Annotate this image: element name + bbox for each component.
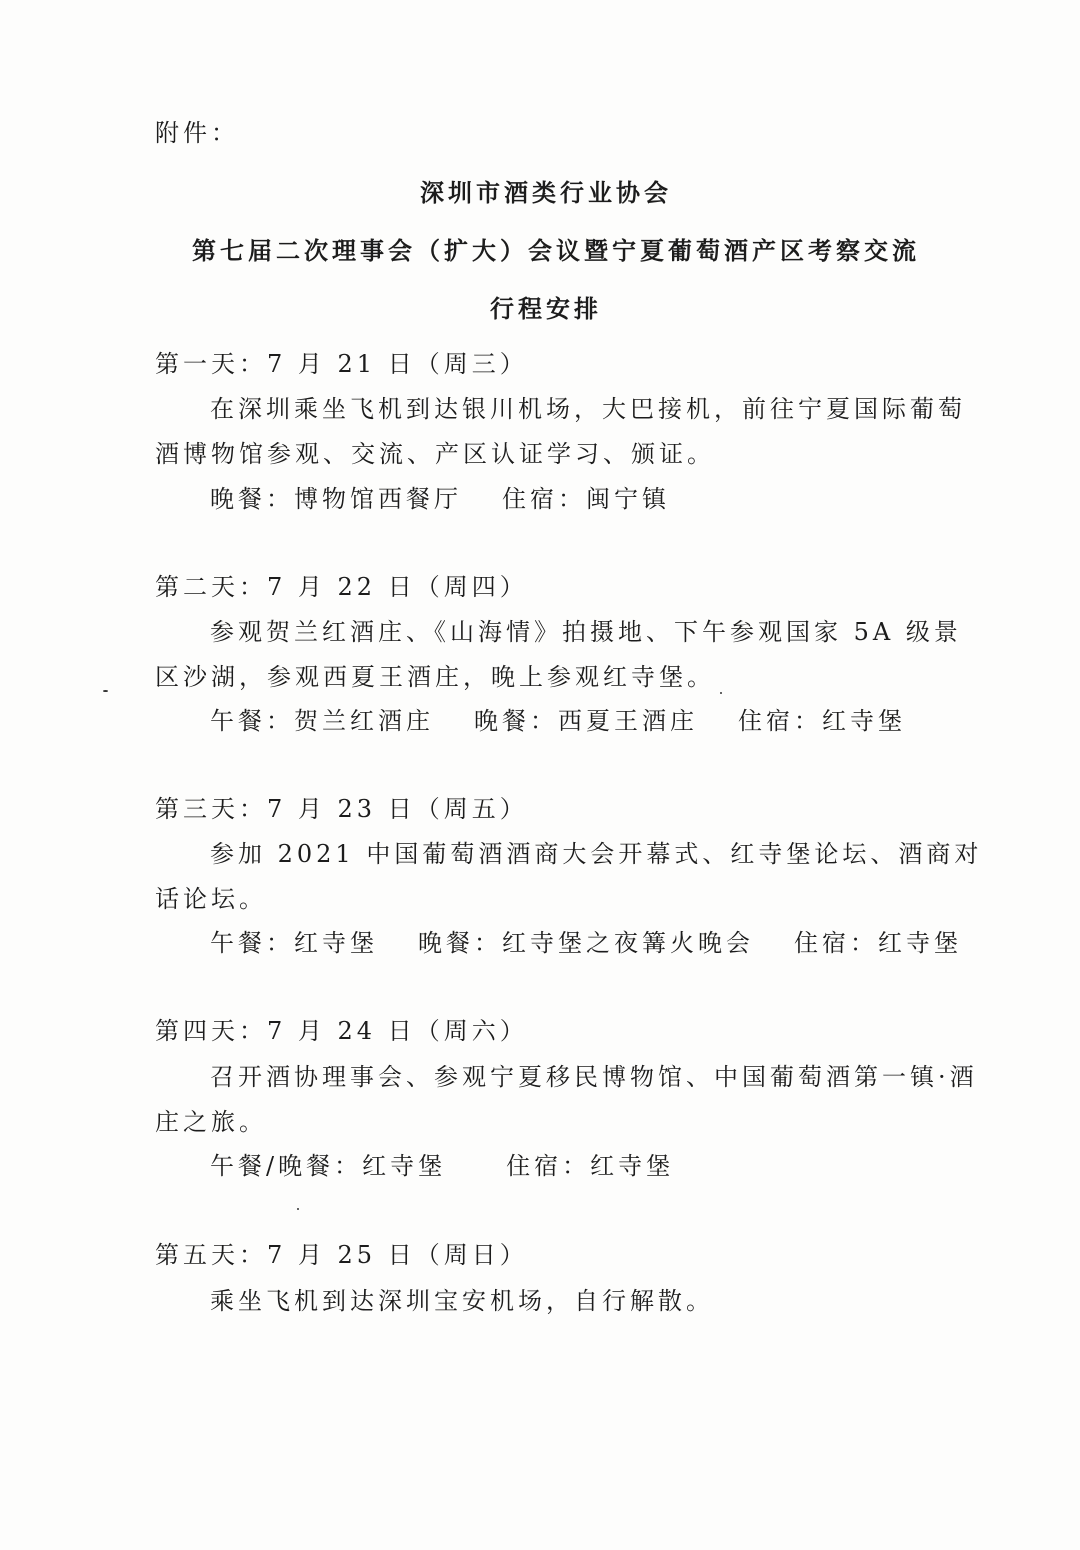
day5-heading: 第五天：7 月 25 日（周日）: [155, 1241, 528, 1269]
day5-desc-line1: 乘坐飞机到达深圳宝安机场，自行解散。: [210, 1287, 714, 1315]
day3-desc-line1: 参加 2021 中国葡萄酒酒商大会开幕式、红寺堡论坛、酒商对: [210, 840, 983, 868]
day4-desc-line2: 庄之旅。: [155, 1108, 267, 1136]
day2-dinner: 晚餐：西夏王酒庄: [474, 707, 698, 735]
day3-heading: 第三天：7 月 23 日（周五）: [155, 795, 528, 823]
day2-meals: [210, 706, 906, 736]
day1-desc-line1: 在深圳乘坐飞机到达银川机场，大巴接机，前往宁夏国际葡萄: [210, 395, 966, 423]
day1-heading: 第一天：7 月 21 日（周三）: [155, 350, 528, 378]
scan-speck: [720, 692, 722, 694]
scan-speck: [103, 690, 108, 692]
day4-meals: [210, 1151, 674, 1181]
day2-desc-line1: 参观贺兰红酒庄、《山海情》拍摄地、下午参观国家 5A 级景: [210, 618, 962, 646]
day3-lunch: 午餐：红寺堡: [210, 929, 378, 957]
day2-lodging: 住宿：红寺堡: [738, 707, 906, 735]
day1-lodging: 住宿：闽宁镇: [502, 485, 670, 513]
day3-desc-line2: 话论坛。: [155, 885, 267, 913]
day1-meals: [210, 484, 670, 514]
day4-heading: 第四天：7 月 24 日（周六）: [155, 1017, 528, 1045]
day2-heading: 第二天：7 月 22 日（周四）: [155, 573, 528, 601]
title-itinerary: 行程安排: [490, 295, 602, 323]
day4-lodging: 住宿：红寺堡: [506, 1152, 675, 1180]
day1-desc-line2: 酒博物馆参观、交流、产区认证学习、颁证。: [155, 440, 715, 468]
title-meeting: 第七届二次理事会（扩大）会议暨宁夏葡萄酒产区考察交流: [192, 237, 920, 265]
title-organization: 深圳市酒类行业协会: [420, 179, 672, 207]
day2-desc-line2: 区沙湖，参观西夏王酒庄，晚上参观红寺堡。: [155, 663, 715, 691]
day4-desc-line1: 召开酒协理事会、参观宁夏移民博物馆、中国葡萄酒第一镇·酒: [210, 1063, 978, 1091]
day3-dinner: 晚餐：红寺堡之夜篝火晚会: [418, 929, 754, 957]
day2-lunch: 午餐：贺兰红酒庄: [210, 707, 434, 735]
day1-dinner: 晚餐：博物馆西餐厅: [210, 485, 462, 513]
scan-speck: [297, 1208, 299, 1210]
day3-lodging: 住宿：红寺堡: [794, 929, 962, 957]
day4-lunch-dinner: 午餐/晚餐：红寺堡: [210, 1152, 447, 1180]
attachment-label: 附件：: [155, 119, 239, 147]
day3-meals: [210, 928, 962, 958]
